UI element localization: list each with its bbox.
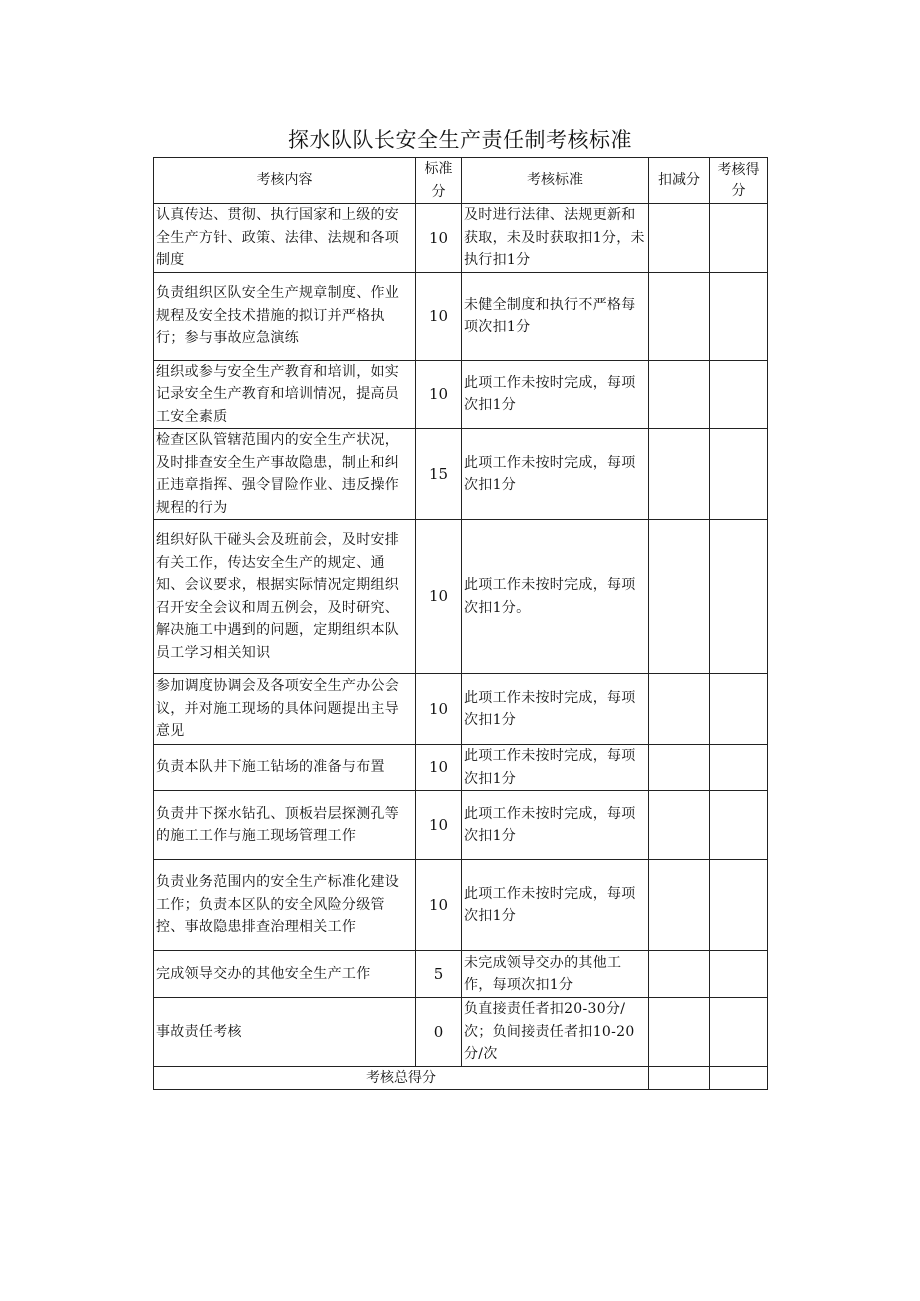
total-label: 考核总得分 <box>154 1066 649 1090</box>
header-row <box>154 158 768 204</box>
row-score[interactable] <box>710 674 768 745</box>
row-content: 认真传达、贯彻、执行国家和上级的安全生产方针、政策、法律、法规和各项制度 <box>154 204 416 273</box>
row-criteria: 此项工作未按时完成，每项次扣1分 <box>462 860 649 951</box>
header-standard-score: 标准分 <box>416 158 462 204</box>
row-deduction[interactable] <box>649 272 710 360</box>
header-content: 考核内容 <box>154 158 416 204</box>
table-row <box>154 860 768 951</box>
row-deduction[interactable] <box>649 429 710 520</box>
row-standard-score: 10 <box>416 860 462 951</box>
row-criteria: 此项工作未按时完成，每项次扣1分 <box>462 791 649 860</box>
row-content: 组织好队干碰头会及班前会，及时安排有关工作，传达安全生产的规定、通知、会议要求，根据实际情况定期组织召开安全会议和周五例会，及时研究、解决施工中遇到的问题，定期组织本队员工学习相关知识 <box>154 520 416 674</box>
row-criteria: 此项工作未按时完成，每项次扣1分 <box>462 745 649 791</box>
row-content: 检查区队管辖范围内的安全生产状况，及时排查安全生产事故隐患，制止和纠正违章指挥、强令冒险作业、违反操作规程的行为 <box>154 429 416 520</box>
row-standard-score: 5 <box>416 951 462 998</box>
header-deduction: 扣减分 <box>649 158 710 204</box>
row-criteria: 此项工作未按时完成，每项次扣1分。 <box>462 520 649 674</box>
table-row <box>154 745 768 791</box>
row-standard-score: 10 <box>416 674 462 745</box>
row-criteria: 负直接责任者扣20-30分/次；负间接责任者扣10-20分/次 <box>462 998 649 1067</box>
row-score[interactable] <box>710 860 768 951</box>
row-deduction[interactable] <box>649 204 710 273</box>
table-row <box>154 429 768 520</box>
row-score[interactable] <box>710 204 768 273</box>
row-criteria: 未完成领导交办的其他工作，每项次扣1分 <box>462 951 649 998</box>
row-standard-score: 10 <box>416 745 462 791</box>
row-deduction[interactable] <box>649 674 710 745</box>
row-deduction[interactable] <box>649 745 710 791</box>
assessment-table <box>153 157 768 1090</box>
row-content: 负责业务范围内的安全生产标准化建设工作；负责本区队的安全风险分级管控、事故隐患排查治理相关工作 <box>154 860 416 951</box>
row-deduction[interactable] <box>649 791 710 860</box>
row-criteria: 此项工作未按时完成，每项次扣1分 <box>462 429 649 520</box>
row-deduction[interactable] <box>649 860 710 951</box>
row-content: 负责井下探水钻孔、顶板岩层探测孔等的施工工作与施工现场管理工作 <box>154 791 416 860</box>
row-content: 完成领导交办的其他安全生产工作 <box>154 951 416 998</box>
row-content: 参加调度协调会及各项安全生产办公会议，并对施工现场的具体问题提出主导意见 <box>154 674 416 745</box>
row-standard-score: 10 <box>416 520 462 674</box>
row-score[interactable] <box>710 791 768 860</box>
header-score: 考核得分 <box>710 158 768 204</box>
row-score[interactable] <box>710 998 768 1067</box>
row-standard-score: 15 <box>416 429 462 520</box>
table-row <box>154 520 768 674</box>
row-standard-score: 10 <box>416 272 462 360</box>
row-deduction[interactable] <box>649 951 710 998</box>
table-row <box>154 360 768 429</box>
table-row <box>154 272 768 360</box>
table-row <box>154 674 768 745</box>
row-score[interactable] <box>710 745 768 791</box>
row-content: 负责组织区队安全生产规章制度、作业规程及安全技术措施的拟订并严格执行；参与事故应急演练 <box>154 272 416 360</box>
row-standard-score: 0 <box>416 998 462 1067</box>
total-deduction[interactable] <box>649 1066 710 1090</box>
total-score[interactable] <box>710 1066 768 1090</box>
row-standard-score: 10 <box>416 791 462 860</box>
row-content: 组织或参与安全生产教育和培训，如实记录安全生产教育和培训情况，提高员工安全素质 <box>154 360 416 429</box>
header-criteria: 考核标准 <box>462 158 649 204</box>
page-title: 探水队队长安全生产责任制考核标准 <box>288 128 632 152</box>
row-criteria: 未健全制度和执行不严格每项次扣1分 <box>462 272 649 360</box>
total-row <box>154 1066 768 1090</box>
row-standard-score: 10 <box>416 360 462 429</box>
table-row <box>154 951 768 998</box>
row-criteria: 此项工作未按时完成，每项次扣1分 <box>462 674 649 745</box>
row-criteria: 及时进行法律、法规更新和获取，未及时获取扣1分，未执行扣1分 <box>462 204 649 273</box>
row-content: 负责本队井下施工钻场的准备与布置 <box>154 745 416 791</box>
row-standard-score: 10 <box>416 204 462 273</box>
row-criteria: 此项工作未按时完成，每项次扣1分 <box>462 360 649 429</box>
row-score[interactable] <box>710 951 768 998</box>
row-score[interactable] <box>710 520 768 674</box>
row-score[interactable] <box>710 272 768 360</box>
table-row <box>154 998 768 1067</box>
table-row <box>154 204 768 273</box>
row-score[interactable] <box>710 429 768 520</box>
row-content: 事故责任考核 <box>154 998 416 1067</box>
row-deduction[interactable] <box>649 998 710 1067</box>
row-deduction[interactable] <box>649 520 710 674</box>
row-deduction[interactable] <box>649 360 710 429</box>
row-score[interactable] <box>710 360 768 429</box>
table-row <box>154 791 768 860</box>
